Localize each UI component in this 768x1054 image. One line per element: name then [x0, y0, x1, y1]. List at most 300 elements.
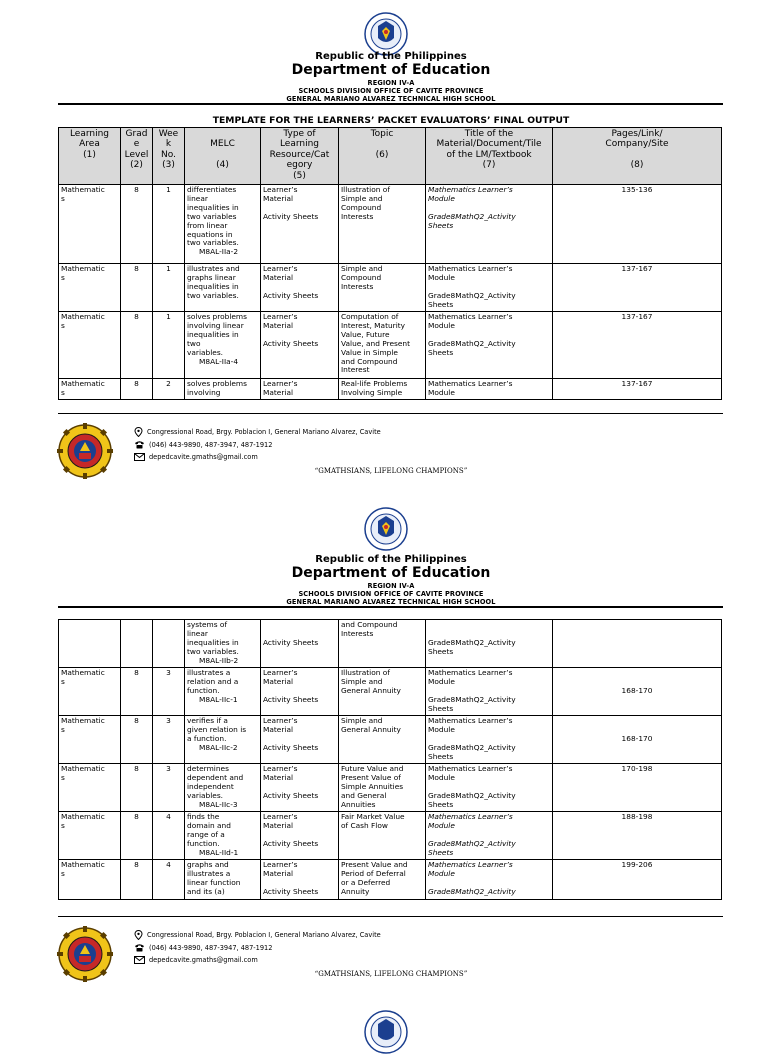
- cell-line: Material: [263, 272, 294, 282]
- cell-line: finds the: [187, 812, 220, 821]
- envelope-icon: [134, 956, 145, 964]
- cell-line: Mathematics Learner’s: [428, 185, 513, 194]
- cell-line: Material: [263, 676, 294, 686]
- cell-line: linear function: [187, 877, 241, 887]
- cell-line: [187, 129, 258, 139]
- cell-line: inequalities in: [187, 202, 239, 212]
- republic-heading: Republic of the Philippines: [315, 554, 467, 565]
- cell-line: Illustration of: [341, 185, 390, 194]
- grade-level-cell: 8: [121, 668, 153, 716]
- resource-type-cell: [261, 185, 339, 264]
- cell-line: No.: [161, 149, 176, 160]
- table-row: [59, 620, 722, 668]
- week-no-cell: 3: [153, 668, 185, 716]
- school-heading: GENERAL MARIANO ALVAREZ TECHNICAL HIGH SCHOOL: [286, 95, 496, 103]
- region-heading: REGION IV-A: [367, 582, 415, 590]
- cell-line: Sheets: [428, 751, 454, 761]
- cell-line: Topic: [370, 129, 394, 139]
- email-text: depedcavite.gmaths@gmail.com: [149, 956, 258, 964]
- cell-line: Company/Site: [605, 139, 669, 150]
- cell-line: dependent and: [187, 772, 244, 782]
- cell-line: Activity Sheets: [263, 694, 319, 704]
- cell-line: Real-life Problems: [341, 379, 408, 388]
- material-title-cell: [426, 716, 553, 764]
- cell-line: Fair Market Value: [341, 812, 405, 821]
- cell-line: solves problems: [187, 312, 247, 321]
- cell-line: function.: [187, 685, 220, 695]
- cell-line: Grad: [125, 129, 148, 139]
- cell-line: Simple and: [341, 193, 383, 203]
- cell-line: Mathematic: [61, 812, 105, 821]
- map-pin-icon: [134, 930, 143, 940]
- pages-cell: 188-198: [553, 812, 722, 860]
- cell-line: Interests: [341, 628, 374, 638]
- address-line: [134, 427, 381, 437]
- cell-line: Interests: [341, 211, 374, 221]
- material-title-cell: [426, 620, 553, 668]
- cell-line: and its (a): [187, 886, 225, 896]
- melc-cell: [185, 716, 261, 764]
- cell-line: s: [61, 320, 65, 330]
- cell-line: Module: [428, 820, 455, 830]
- learning-area-cell: [59, 668, 121, 716]
- cell-line: graphs and: [187, 860, 229, 869]
- cell-line: two variables.: [187, 290, 239, 300]
- cell-line: Sheets: [428, 220, 454, 230]
- learning-area-cell: [59, 860, 121, 900]
- cell-line: Material: [263, 193, 294, 203]
- cell-line: Activity Sheets: [263, 637, 319, 647]
- email-text: depedcavite.gmaths@gmail.com: [149, 453, 258, 461]
- pages-cell: 137-167: [553, 379, 722, 400]
- cell-line: Learner’s: [263, 379, 298, 388]
- cell-line: Learner’s: [263, 716, 298, 725]
- grade-level-cell: 8: [121, 860, 153, 900]
- cell-line: (7): [482, 160, 496, 171]
- school-motto: “GMATHSIANS, LIFELONG CHAMPIONS”: [314, 467, 468, 475]
- melc-code: M8AL-IIa-4: [199, 356, 239, 366]
- cell-line: Future Value and: [341, 764, 404, 773]
- material-title-cell: [426, 185, 553, 264]
- department-heading: Department of Education: [291, 62, 491, 78]
- cell-line: illustrates a: [187, 668, 231, 677]
- melc-cell: [185, 620, 261, 668]
- cell-line: (2): [130, 160, 143, 171]
- melc-cell: [185, 860, 261, 900]
- cell-line: Grade8MathQ2_Activity: [428, 338, 516, 348]
- header-title: [426, 128, 553, 185]
- cell-line: independent: [187, 781, 234, 791]
- cell-line: range of a: [187, 829, 225, 839]
- cell-line: systems of: [187, 620, 228, 629]
- cell-line: Activity Sheets: [263, 886, 319, 896]
- cell-line: s: [61, 272, 65, 282]
- cell-line: [555, 150, 719, 160]
- cell-line: Interests: [341, 281, 374, 291]
- week-no-cell: 4: [153, 812, 185, 860]
- cell-line: Mathematics Learner’s: [428, 716, 513, 725]
- cell-line: [428, 621, 550, 630]
- cell-line: Module: [428, 868, 455, 878]
- cell-line: Activity Sheets: [263, 211, 319, 221]
- material-title-cell: [426, 764, 553, 812]
- map-pin-icon: [134, 427, 143, 437]
- cell-line: Learner’s: [263, 668, 298, 677]
- cell-line: Mathematics Learner’s: [428, 812, 513, 821]
- cell-line: two variables.: [187, 646, 239, 656]
- cell-line: Annuities: [341, 799, 376, 809]
- cell-line: Computation of: [341, 312, 399, 321]
- material-title-cell: [426, 264, 553, 312]
- cell-line: Interest: [341, 365, 370, 375]
- school-motto: “GMATHSIANS, LIFELONG CHAMPIONS”: [314, 970, 468, 978]
- table-row: [59, 764, 722, 812]
- header-learning-area: [59, 128, 121, 185]
- table-row: [59, 668, 722, 716]
- topic-cell: [339, 812, 426, 860]
- cell-line: (4): [216, 160, 229, 171]
- cell-line: Sheets: [428, 299, 454, 309]
- cell-line: of Cash Flow: [341, 820, 388, 830]
- cell-line: Learner’s: [263, 312, 298, 321]
- republic-heading: Republic of the Philippines: [315, 51, 467, 62]
- cell-line: [187, 150, 258, 160]
- cell-line: Level: [124, 149, 149, 160]
- cell-line: two variables.: [187, 238, 239, 248]
- cell-line: Sheets: [428, 646, 454, 656]
- phone-line: [134, 440, 272, 449]
- cell-line: Grade8MathQ2_Activity: [428, 838, 516, 848]
- melc-code: M8AL-IIb-2: [199, 655, 239, 665]
- cell-line: Activity Sheets: [263, 290, 319, 300]
- cell-line: domain and: [187, 820, 231, 830]
- cell-line: given relation is: [187, 724, 247, 734]
- cell-line: Present Value and: [341, 860, 408, 869]
- topic-cell: [339, 312, 426, 379]
- cell-line: Grade8MathQ2_Activity: [428, 211, 516, 221]
- learning-area-cell: [59, 264, 121, 312]
- cell-line: s: [61, 387, 65, 397]
- cell-line: Annuity: [341, 886, 370, 896]
- cell-line: Grade8MathQ2_Activity: [428, 742, 516, 752]
- topic-cell: [339, 379, 426, 400]
- learning-area-cell: [59, 620, 121, 668]
- cell-line: variables.: [187, 347, 224, 357]
- topic-cell: [339, 860, 426, 900]
- footer-rule: [58, 916, 723, 917]
- grade-level-cell: 8: [121, 379, 153, 400]
- learning-area-cell: [59, 185, 121, 264]
- cell-line: Material: [263, 320, 294, 330]
- cell-line: Material: [263, 820, 294, 830]
- cell-line: Interest, Maturity: [341, 320, 406, 330]
- cell-line: s: [61, 772, 65, 782]
- cell-line: Activity Sheets: [263, 338, 319, 348]
- table-row: [59, 860, 722, 900]
- cell-line: Value, and Present: [341, 338, 410, 348]
- material-title-cell: [426, 312, 553, 379]
- cell-line: Mathematic: [61, 264, 105, 273]
- cell-line: egory: [286, 160, 313, 171]
- cell-line: solves problems: [187, 379, 247, 388]
- cell-line: Simple and: [341, 676, 383, 686]
- melc-code: M8AL-IIc-1: [199, 694, 238, 704]
- week-no-cell: 1: [153, 264, 185, 312]
- grade-level-cell: 8: [121, 764, 153, 812]
- week-no-cell: 4: [153, 860, 185, 900]
- phone-text: (046) 443-9890, 487-3947, 487-1912: [149, 943, 273, 952]
- cell-line: Grade8MathQ2_Activity: [428, 790, 516, 800]
- pages-cell: 135-136: [553, 185, 722, 264]
- cell-line: Learning: [69, 129, 110, 139]
- cell-line: differentiates: [187, 185, 237, 194]
- table-row: [59, 264, 722, 312]
- cell-line: [341, 139, 423, 149]
- document-page-1: [0, 0, 768, 503]
- cell-line: Mathematics Learner’s: [428, 312, 513, 321]
- learning-area-cell: [59, 764, 121, 812]
- cell-line: Simple and: [341, 264, 383, 273]
- pages-cell: 168-170: [553, 716, 722, 764]
- table-row: [59, 379, 722, 400]
- topic-cell: [339, 264, 426, 312]
- melc-cell: [185, 185, 261, 264]
- cell-line: Sheets: [428, 703, 454, 713]
- melc-cell: [185, 264, 261, 312]
- cell-line: inequalities in: [187, 329, 239, 339]
- division-heading: SCHOOLS DIVISION OFFICE OF CAVITE PROVINCE: [298, 590, 484, 598]
- week-no-cell: [153, 620, 185, 668]
- grade-level-cell: [121, 620, 153, 668]
- cell-line: Grade8MathQ2_Activity: [428, 694, 516, 704]
- pages-cell: 170-198: [553, 764, 722, 812]
- cell-line: Mathematic: [61, 379, 105, 388]
- footer-rule: [58, 413, 723, 414]
- deped-seal-icon: [364, 1010, 408, 1054]
- phone-text: (046) 443-9890, 487-3947, 487-1912: [149, 440, 273, 449]
- cell-line: determines: [187, 764, 229, 773]
- cell-line: Mathematic: [61, 716, 105, 725]
- cell-line: (8): [630, 160, 644, 171]
- grade-level-cell: 8: [121, 185, 153, 264]
- cell-line: Mathematics Learner’s: [428, 668, 513, 677]
- cell-line: Simple Annuities: [341, 781, 404, 791]
- material-title-cell: [426, 812, 553, 860]
- pages-cell: 168-170: [553, 668, 722, 716]
- cell-line: two: [187, 338, 201, 348]
- cell-line: Illustration of: [341, 668, 390, 677]
- learning-area-cell: [59, 716, 121, 764]
- phone-line: [134, 943, 272, 952]
- cell-line: Grade8MathQ2_Activity: [428, 637, 516, 647]
- resource-type-cell: [261, 379, 339, 400]
- cell-line: s: [61, 193, 65, 203]
- cell-line: Mathematic: [61, 764, 105, 773]
- email-line: [134, 956, 258, 964]
- cell-line: Learning: [279, 139, 320, 150]
- cell-line: Module: [428, 320, 455, 330]
- melc-cell: [185, 312, 261, 379]
- cell-line: Module: [428, 724, 455, 734]
- pages-cell: [553, 620, 722, 668]
- header-pages: [553, 128, 722, 185]
- cell-line: Material: [263, 772, 294, 782]
- cell-line: (5): [293, 170, 306, 181]
- cell-line: verifies if a: [187, 716, 228, 725]
- cell-line: Activity Sheets: [263, 742, 319, 752]
- week-no-cell: 3: [153, 716, 185, 764]
- cell-line: e: [133, 139, 140, 150]
- cell-line: Mathematics Learner’s: [428, 764, 513, 773]
- grade-level-cell: 8: [121, 312, 153, 379]
- cell-line: inequalities in: [187, 637, 239, 647]
- cell-line: Module: [428, 272, 455, 282]
- table-row: [59, 812, 722, 860]
- cell-line: relation and a: [187, 676, 239, 686]
- cell-line: Wee: [158, 129, 179, 139]
- cell-line: Learner’s: [263, 185, 298, 194]
- header-grade-level: [121, 128, 153, 185]
- cell-line: MELC: [210, 139, 235, 150]
- cell-line: graphs linear: [187, 272, 236, 282]
- cell-line: Resource/Cat: [269, 149, 330, 160]
- resource-type-cell: [261, 620, 339, 668]
- cell-line: Module: [428, 676, 455, 686]
- melc-cell: [185, 668, 261, 716]
- cell-line: Compound: [341, 202, 382, 212]
- cell-line: equations in: [187, 229, 233, 239]
- melc-code: M8AL-IId-1: [199, 847, 239, 857]
- cell-line: Area: [79, 139, 100, 150]
- cell-line: Module: [428, 193, 455, 203]
- cell-line: Mathematic: [61, 860, 105, 869]
- week-no-cell: 1: [153, 312, 185, 379]
- cell-line: two variables: [187, 211, 237, 221]
- deped-seal-icon: [364, 507, 408, 551]
- cell-line: Period of Deferral: [341, 868, 406, 878]
- department-heading: Department of Education: [291, 565, 491, 581]
- grade-level-cell: 8: [121, 812, 153, 860]
- cell-line: Sheets: [428, 799, 454, 809]
- envelope-icon: [134, 453, 145, 461]
- cell-line: Pages/Link/: [611, 129, 663, 139]
- phone-icon: [134, 440, 145, 449]
- resource-type-cell: [261, 312, 339, 379]
- division-heading: SCHOOLS DIVISION OFFICE OF CAVITE PROVINCE: [298, 87, 484, 95]
- topic-cell: [339, 716, 426, 764]
- pages-cell: 137-167: [553, 264, 722, 312]
- header-topic: [339, 128, 426, 185]
- cell-line: inequalities in: [187, 281, 239, 291]
- table-row: [59, 716, 722, 764]
- cell-line: involving: [187, 387, 221, 397]
- address-text: Congressional Road, Brgy. Poblacion I, General Mariano Alvarez, Cavite: [147, 428, 381, 436]
- cell-line: (6): [375, 149, 389, 160]
- cell-line: s: [61, 868, 65, 878]
- cell-line: and General: [341, 790, 387, 800]
- cell-line: s: [61, 676, 65, 686]
- cell-line: s: [61, 724, 65, 734]
- cell-line: (1): [83, 149, 96, 160]
- learners-packet-table: [58, 127, 722, 400]
- cell-line: [263, 621, 336, 630]
- cell-line: General Annuity: [341, 724, 401, 734]
- school-heading: GENERAL MARIANO ALVAREZ TECHNICAL HIGH SCHOOL: [286, 598, 496, 606]
- cell-line: and Compound: [341, 620, 398, 629]
- cell-line: Activity Sheets: [263, 790, 319, 800]
- learners-packet-table-continued: [58, 619, 722, 900]
- phone-icon: [134, 943, 145, 952]
- resource-type-cell: [261, 264, 339, 312]
- address-text: Congressional Road, Brgy. Poblacion I, General Mariano Alvarez, Cavite: [147, 931, 381, 939]
- material-title-cell: [426, 860, 553, 900]
- cell-line: Mathematics Learner’s: [428, 379, 513, 388]
- cell-line: Module: [428, 387, 455, 397]
- cell-line: of the LM/Textbook: [446, 149, 532, 160]
- grade-level-cell: 8: [121, 264, 153, 312]
- learning-area-cell: [59, 312, 121, 379]
- cell-line: illustrates a: [187, 868, 231, 878]
- week-no-cell: 1: [153, 185, 185, 264]
- email-line: [134, 453, 258, 461]
- week-no-cell: 3: [153, 764, 185, 812]
- cell-line: variables.: [187, 790, 224, 800]
- cell-line: Value, Future: [341, 329, 390, 339]
- cell-line: from linear: [187, 220, 228, 230]
- resource-type-cell: [261, 812, 339, 860]
- cell-line: Learner’s: [263, 764, 298, 773]
- melc-cell: [185, 379, 261, 400]
- week-no-cell: 2: [153, 379, 185, 400]
- cell-line: Learner’s: [263, 264, 298, 273]
- cell-line: (3): [162, 160, 175, 171]
- document-page-2: [0, 503, 768, 1006]
- cell-line: Involving Simple: [341, 387, 403, 397]
- material-title-cell: [426, 379, 553, 400]
- melc-code: M8AL-IIc-2: [199, 742, 238, 752]
- cell-line: Grade8MathQ2_Activity: [428, 290, 516, 300]
- cell-line: Activity Sheets: [263, 838, 319, 848]
- topic-cell: [339, 668, 426, 716]
- learning-area-cell: [59, 379, 121, 400]
- header-rule: [58, 103, 723, 105]
- header-resource-type: [261, 128, 339, 185]
- topic-cell: [339, 185, 426, 264]
- resource-type-cell: [261, 860, 339, 900]
- cell-line: Material/Document/Tile: [436, 139, 542, 150]
- cell-line: Compound: [341, 272, 382, 282]
- melc-code: M8AL-IIc-3: [199, 799, 238, 809]
- cell-line: Learner’s: [263, 860, 298, 869]
- cell-line: Material: [263, 868, 294, 878]
- region-heading: REGION IV-A: [367, 79, 415, 87]
- topic-cell: [339, 620, 426, 668]
- cell-line: s: [61, 820, 65, 830]
- cell-line: or a Deferred: [341, 877, 391, 887]
- cell-line: illustrates and: [187, 264, 240, 273]
- topic-cell: [339, 764, 426, 812]
- resource-type-cell: [261, 668, 339, 716]
- cell-line: function.: [187, 838, 220, 848]
- cell-line: Material: [263, 387, 294, 397]
- melc-code: M8AL-IIa-2: [199, 247, 239, 257]
- melc-cell: [185, 764, 261, 812]
- cell-line: Learner’s: [263, 812, 298, 821]
- cell-line: Value in Simple: [341, 347, 398, 357]
- cell-line: Mathematics Learner’s: [428, 264, 513, 273]
- header-week-no: [153, 128, 185, 185]
- address-line: [134, 930, 381, 940]
